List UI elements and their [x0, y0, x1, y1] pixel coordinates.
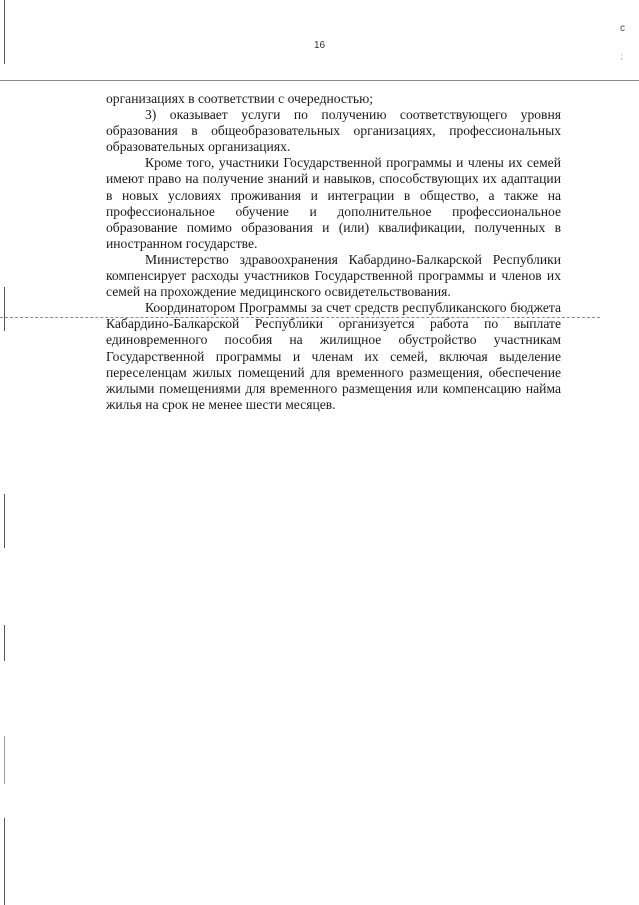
- corner-mark: с: [620, 23, 625, 34]
- body-text: [106, 91, 561, 413]
- scan-edge-mark: [4, 736, 5, 784]
- scan-edge-mark: [4, 0, 5, 64]
- paragraph: организациях в соответствии с очередностью;: [106, 91, 374, 106]
- scan-edge-mark: [4, 625, 5, 661]
- scan-edge-mark: [4, 287, 5, 331]
- corner-mark: ;: [620, 52, 623, 61]
- paragraph: Координатором Программы за счет средств республиканского бюджета Кабардино-Балкарской Республики организуется работа по выплате единовременного пособия на жилищное обустройство участникам Государственной программы и членам их семей, включая выделение переселенцам жилых помещений для временного размещения, обеспечение жилыми помещениями для временного размещения или компенсацию найма жилья на срок не менее шести месяцев.: [106, 300, 561, 412]
- page-number: 16: [313, 40, 326, 51]
- scan-edge-mark: [4, 818, 5, 905]
- paragraph: 3) оказывает услуги по получению соответствующего уровня образования в общеобразовательных организациях, профессиональных образовательных организациях.: [106, 107, 561, 155]
- scan-edge-mark: [4, 494, 5, 548]
- paragraph: Министерство здравоохранения Кабардино-Балкарской Республики компенсирует расходы участников Государственной программы и членов их семей на прохождение медицинского освидетельствования.: [106, 251, 561, 300]
- paragraph: Кроме того, участники Государственной программы и члены их семей имеют право на получение знаний и навыков, способствующих их адаптации в новых условиях проживания и интеграции в общество, а также на профессиональное обучение и дополнительное профессиональное образование помимо образования и (или) квалификации, полученных в иностранном государстве.: [106, 155, 561, 251]
- scan-fold-line: [0, 80, 639, 81]
